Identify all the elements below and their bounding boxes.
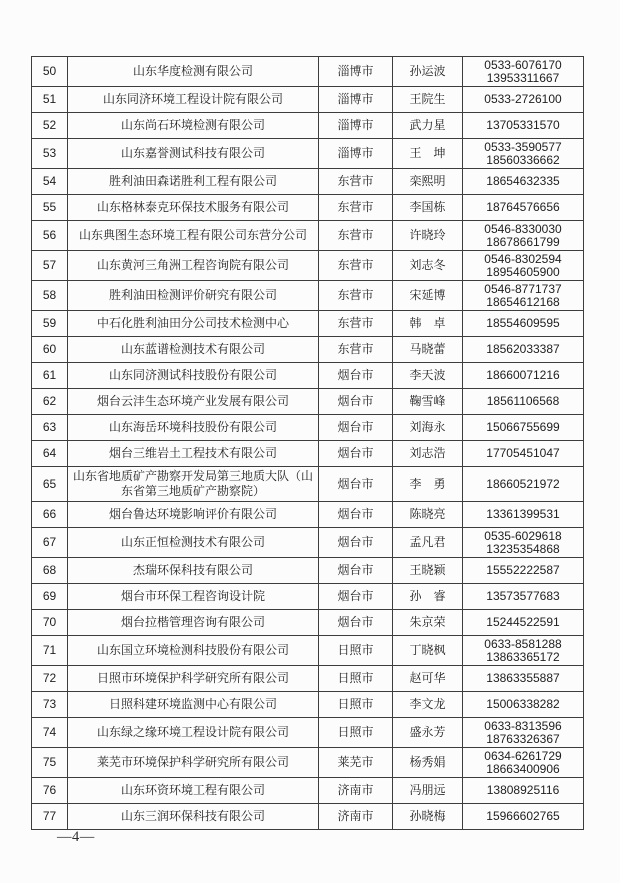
cell-company-name: 山东华度检测有限公司 [68, 57, 319, 87]
phone-number: 18660071216 [486, 368, 560, 383]
phone-number: 18660521972 [486, 476, 560, 491]
cell-row-number: 58 [32, 281, 68, 311]
cell-phone-numbers [463, 441, 584, 467]
cell-contact-name: 丁晓枫 [393, 636, 463, 666]
cell-city: 淄博市 [319, 57, 393, 87]
phone-number: 0535-6029618 [484, 529, 562, 543]
cell-city: 淄博市 [319, 87, 393, 113]
cell-city: 东营市 [319, 251, 393, 281]
cell-company-name: 烟台拉楷管理咨询有限公司 [68, 610, 319, 636]
cell-row-number: 68 [32, 558, 68, 584]
cell-phone-numbers [463, 337, 584, 363]
cell-company-name: 山东黄河三角洲工程咨询院有限公司 [68, 251, 319, 281]
cell-row-number: 57 [32, 251, 68, 281]
cell-phone-numbers [463, 221, 584, 251]
cell-city: 东营市 [319, 281, 393, 311]
cell-city: 烟台市 [319, 441, 393, 467]
cell-city: 烟台市 [319, 584, 393, 610]
cell-row-number: 74 [32, 718, 68, 748]
cell-contact-name: 刘志冬 [393, 251, 463, 281]
cell-contact-name: 宋延博 [393, 281, 463, 311]
cell-contact-name: 李天波 [393, 363, 463, 389]
cell-company-name: 山东尚石环境检测有限公司 [68, 113, 319, 139]
cell-row-number: 66 [32, 502, 68, 528]
phone-number: 18654612168 [486, 294, 560, 309]
table-row [32, 139, 584, 169]
cell-row-number: 71 [32, 636, 68, 666]
cell-company-name: 烟台三维岩土工程技术有限公司 [68, 441, 319, 467]
cell-company-name: 日照科建环境监测中心有限公司 [68, 692, 319, 718]
cell-company-name: 山东省地质矿产勘察开发局第三地质大队（山东省第三地质矿产勘察院） [68, 467, 319, 502]
table-row [32, 584, 584, 610]
cell-company-name: 山东蓝谱检测技术有限公司 [68, 337, 319, 363]
cell-company-name: 莱芜市环境保护科学研究所有限公司 [68, 748, 319, 778]
cell-phone-numbers [463, 57, 584, 87]
companies-table [31, 56, 584, 830]
phone-number: 18554609595 [486, 316, 560, 331]
cell-contact-name: 王晓颖 [393, 558, 463, 584]
table-row [32, 87, 584, 113]
cell-row-number: 64 [32, 441, 68, 467]
cell-phone-numbers [463, 666, 584, 692]
phone-number: 0634-6261729 [484, 749, 562, 763]
cell-city: 淄博市 [319, 139, 393, 169]
cell-city: 烟台市 [319, 502, 393, 528]
page-number: —4— [57, 829, 95, 845]
cell-company-name: 胜利油田检测评价研究有限公司 [68, 281, 319, 311]
phone-number: 18763326367 [486, 731, 560, 746]
cell-city: 东营市 [319, 221, 393, 251]
table-row [32, 415, 584, 441]
cell-contact-name: 武力星 [393, 113, 463, 139]
cell-contact-name: 许晓玲 [393, 221, 463, 251]
cell-company-name: 烟台鲁达环境影响评价有限公司 [68, 502, 319, 528]
cell-phone-numbers [463, 636, 584, 666]
cell-city: 莱芜市 [319, 748, 393, 778]
cell-company-name: 山东绿之缘环境工程设计院有限公司 [68, 718, 319, 748]
cell-company-name: 山东同济环境工程设计院有限公司 [68, 87, 319, 113]
table-row [32, 666, 584, 692]
cell-phone-numbers [463, 311, 584, 337]
cell-contact-name: 王院生 [393, 87, 463, 113]
cell-contact-name: 赵可华 [393, 666, 463, 692]
table-row [32, 748, 584, 778]
cell-row-number: 69 [32, 584, 68, 610]
cell-phone-numbers [463, 169, 584, 195]
cell-company-name: 山东正恒检测技术有限公司 [68, 528, 319, 558]
cell-phone-numbers [463, 584, 584, 610]
cell-company-name: 山东环资环境工程有限公司 [68, 778, 319, 804]
cell-contact-name: 刘海永 [393, 415, 463, 441]
cell-row-number: 54 [32, 169, 68, 195]
table-row [32, 804, 584, 830]
cell-row-number: 76 [32, 778, 68, 804]
phone-number: 15552222587 [486, 563, 560, 578]
phone-number: 18561106568 [486, 394, 560, 409]
cell-phone-numbers [463, 718, 584, 748]
cell-company-name: 中石化胜利油田分公司技术检测中心 [68, 311, 319, 337]
cell-city: 东营市 [319, 195, 393, 221]
phone-number: 18764576656 [486, 200, 560, 215]
cell-company-name: 山东海岳环境科技股份有限公司 [68, 415, 319, 441]
cell-city: 日照市 [319, 666, 393, 692]
cell-phone-numbers [463, 502, 584, 528]
cell-phone-numbers [463, 610, 584, 636]
cell-phone-numbers [463, 87, 584, 113]
cell-phone-numbers [463, 415, 584, 441]
cell-contact-name: 李 勇 [393, 467, 463, 502]
cell-phone-numbers [463, 778, 584, 804]
table-row [32, 467, 584, 502]
phone-number: 0533-3590577 [484, 140, 562, 154]
table-row [32, 363, 584, 389]
table-row [32, 251, 584, 281]
phone-number: 18560336662 [486, 152, 560, 167]
cell-phone-numbers [463, 804, 584, 830]
cell-contact-name: 孟凡君 [393, 528, 463, 558]
cell-city: 烟台市 [319, 528, 393, 558]
cell-city: 日照市 [319, 636, 393, 666]
table-row [32, 692, 584, 718]
cell-company-name: 烟台市环保工程咨询设计院 [68, 584, 319, 610]
cell-city: 烟台市 [319, 467, 393, 502]
phone-number: 13808925116 [486, 783, 560, 798]
table-row [32, 610, 584, 636]
table-row [32, 636, 584, 666]
table-row [32, 718, 584, 748]
cell-row-number: 53 [32, 139, 68, 169]
cell-contact-name: 孙 睿 [393, 584, 463, 610]
phone-number: 0546-8771737 [484, 282, 562, 296]
cell-city: 济南市 [319, 804, 393, 830]
cell-city: 日照市 [319, 692, 393, 718]
phone-number: 18654632335 [486, 174, 560, 189]
phone-number: 0633-8581288 [484, 637, 562, 651]
phone-number: 15244522591 [486, 615, 560, 630]
cell-phone-numbers [463, 113, 584, 139]
table-row [32, 389, 584, 415]
cell-company-name: 山东国立环境检测科技股份有限公司 [68, 636, 319, 666]
cell-row-number: 62 [32, 389, 68, 415]
cell-company-name: 日照市环境保护科学研究所有限公司 [68, 666, 319, 692]
cell-city: 烟台市 [319, 389, 393, 415]
cell-row-number: 52 [32, 113, 68, 139]
table-row [32, 528, 584, 558]
cell-phone-numbers [463, 558, 584, 584]
phone-number: 0533-6076170 [484, 58, 562, 72]
phone-number: 18954605900 [486, 264, 560, 279]
cell-row-number: 73 [32, 692, 68, 718]
table-row [32, 169, 584, 195]
table-row [32, 441, 584, 467]
table-row [32, 195, 584, 221]
phone-number: 13361399531 [486, 507, 560, 522]
phone-number: 15066755699 [486, 420, 560, 435]
cell-contact-name: 孙运波 [393, 57, 463, 87]
table-row [32, 778, 584, 804]
phone-number: 17705451047 [486, 446, 560, 461]
phone-number: 15006338282 [486, 697, 560, 712]
cell-company-name: 烟台云沣生态环境产业发展有限公司 [68, 389, 319, 415]
phone-number: 18562033387 [486, 342, 560, 357]
table-row [32, 558, 584, 584]
phone-number: 0633-8313596 [484, 719, 562, 733]
phone-number: 13953311667 [486, 70, 560, 85]
cell-row-number: 61 [32, 363, 68, 389]
cell-phone-numbers [463, 692, 584, 718]
cell-contact-name: 陈晓亮 [393, 502, 463, 528]
cell-phone-numbers [463, 251, 584, 281]
cell-phone-numbers [463, 389, 584, 415]
cell-row-number: 67 [32, 528, 68, 558]
cell-contact-name: 冯朋远 [393, 778, 463, 804]
table-row [32, 337, 584, 363]
cell-city: 日照市 [319, 718, 393, 748]
cell-contact-name: 李国栋 [393, 195, 463, 221]
table-row [32, 311, 584, 337]
cell-contact-name: 刘志浩 [393, 441, 463, 467]
cell-row-number: 60 [32, 337, 68, 363]
phone-number: 15966602765 [486, 809, 560, 824]
cell-phone-numbers [463, 281, 584, 311]
cell-row-number: 75 [32, 748, 68, 778]
cell-phone-numbers [463, 363, 584, 389]
cell-company-name: 胜利油田森诺胜利工程有限公司 [68, 169, 319, 195]
companies-table-body [32, 57, 584, 830]
phone-number: 18678661799 [486, 234, 560, 249]
cell-contact-name: 孙晓梅 [393, 804, 463, 830]
cell-contact-name: 王 坤 [393, 139, 463, 169]
phone-number: 13235354868 [486, 541, 560, 556]
cell-company-name: 山东三润环保科技有限公司 [68, 804, 319, 830]
cell-row-number: 59 [32, 311, 68, 337]
cell-contact-name: 马晓蕾 [393, 337, 463, 363]
cell-phone-numbers [463, 528, 584, 558]
phone-number: 13863355887 [486, 671, 560, 686]
table-row [32, 502, 584, 528]
cell-row-number: 77 [32, 804, 68, 830]
cell-row-number: 63 [32, 415, 68, 441]
cell-row-number: 72 [32, 666, 68, 692]
cell-contact-name: 盛永芳 [393, 718, 463, 748]
cell-city: 烟台市 [319, 558, 393, 584]
cell-contact-name: 栾熙明 [393, 169, 463, 195]
cell-row-number: 55 [32, 195, 68, 221]
cell-company-name: 山东典图生态环境工程有限公司东营分公司 [68, 221, 319, 251]
table-row [32, 57, 584, 87]
cell-contact-name: 杨秀娟 [393, 748, 463, 778]
cell-contact-name: 鞠雪峰 [393, 389, 463, 415]
table-row [32, 221, 584, 251]
cell-city: 东营市 [319, 169, 393, 195]
cell-row-number: 70 [32, 610, 68, 636]
cell-city: 烟台市 [319, 363, 393, 389]
phone-number: 0546-8330030 [484, 222, 562, 236]
cell-row-number: 65 [32, 467, 68, 502]
table-row [32, 113, 584, 139]
cell-phone-numbers [463, 195, 584, 221]
cell-city: 东营市 [319, 311, 393, 337]
phone-number: 0546-8302594 [484, 252, 562, 266]
cell-city: 烟台市 [319, 415, 393, 441]
cell-contact-name: 韩 卓 [393, 311, 463, 337]
cell-company-name: 山东嘉誉测试科技有限公司 [68, 139, 319, 169]
cell-contact-name: 朱京荣 [393, 610, 463, 636]
cell-company-name: 杰瑞环保科技有限公司 [68, 558, 319, 584]
cell-company-name: 山东同济测试科技股份有限公司 [68, 363, 319, 389]
phone-number: 18663400906 [486, 761, 560, 776]
phone-number: 0533-2726100 [484, 92, 562, 107]
phone-number: 13705331570 [486, 118, 560, 133]
phone-number: 13863365172 [486, 649, 560, 664]
cell-company-name: 山东格林泰克环保技术服务有限公司 [68, 195, 319, 221]
cell-city: 淄博市 [319, 113, 393, 139]
cell-phone-numbers [463, 139, 584, 169]
cell-phone-numbers [463, 467, 584, 502]
cell-row-number: 51 [32, 87, 68, 113]
cell-city: 东营市 [319, 337, 393, 363]
cell-city: 济南市 [319, 778, 393, 804]
phone-number: 13573577683 [486, 589, 560, 604]
cell-city: 烟台市 [319, 610, 393, 636]
cell-contact-name: 李文龙 [393, 692, 463, 718]
table-row [32, 281, 584, 311]
cell-row-number: 56 [32, 221, 68, 251]
cell-phone-numbers [463, 748, 584, 778]
cell-row-number: 50 [32, 57, 68, 87]
